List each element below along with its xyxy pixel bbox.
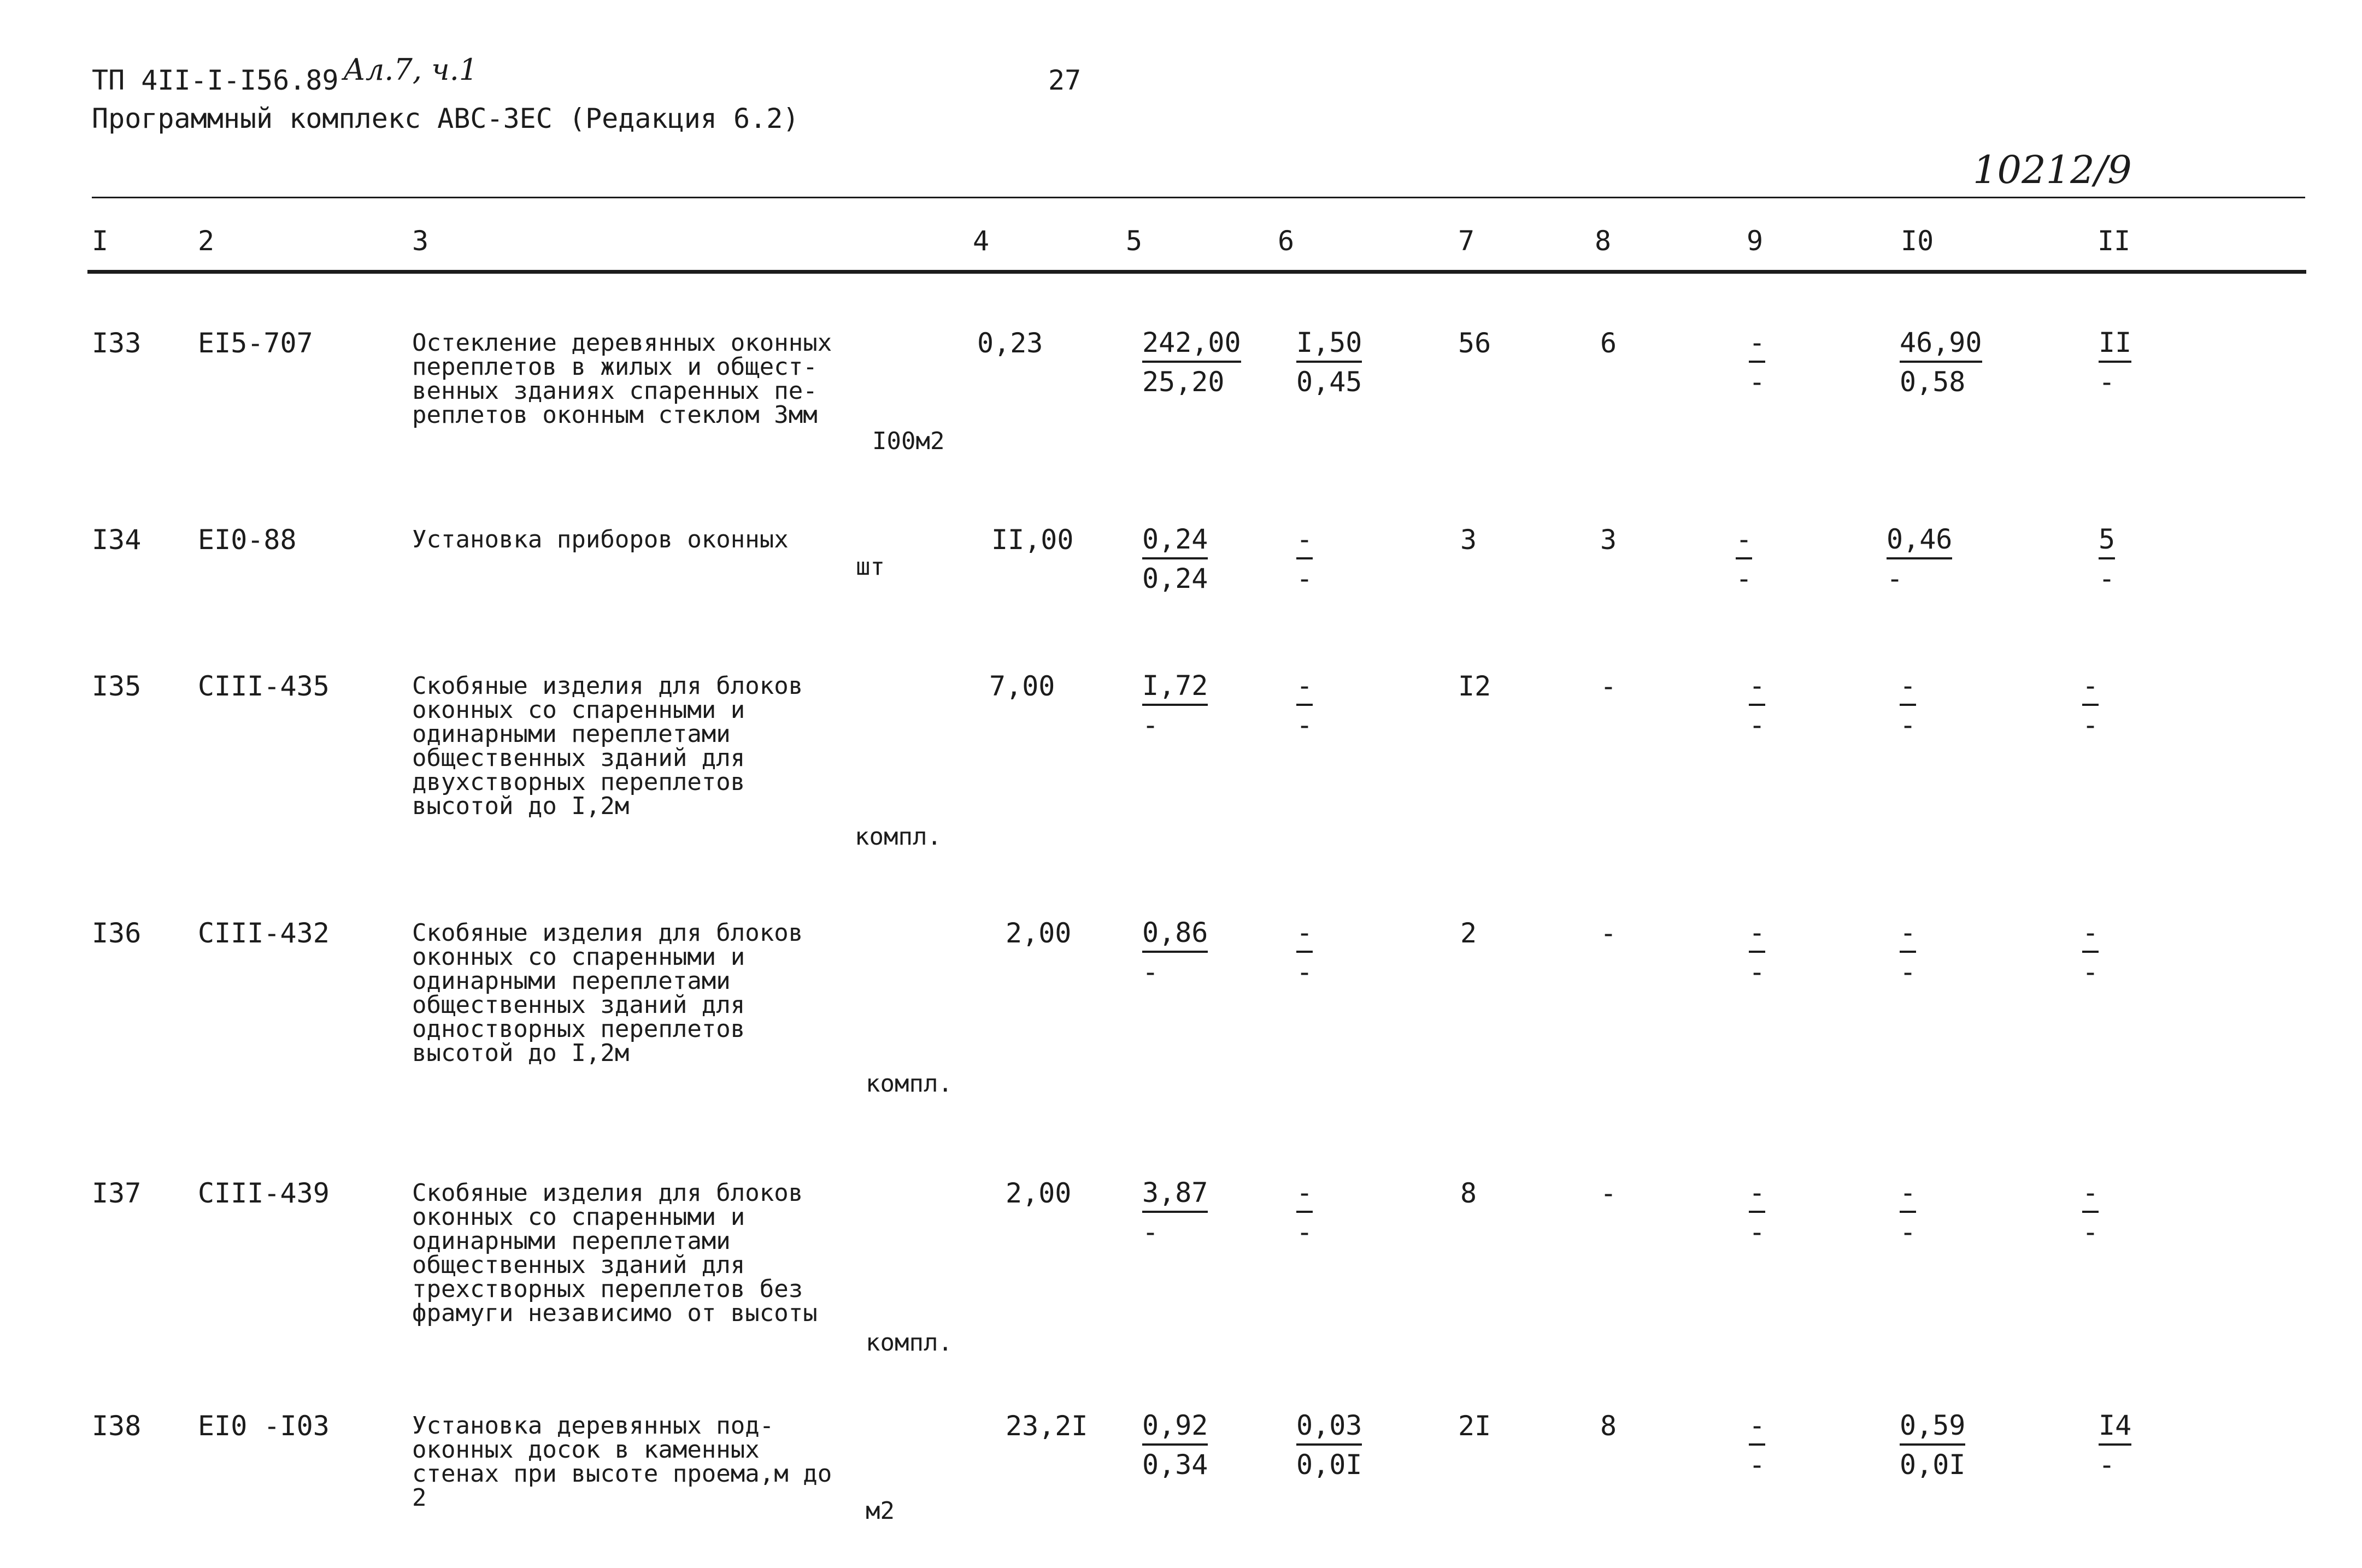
col6-top: - [1296,669,1313,706]
row-description: Скобяные изделия для блоков оконных со спаренными и одинарными переплетами общественных зданий для трехстворных переплетов без фрамуги независимо от высоты [412,1179,818,1327]
col7-value: 8 [1460,1177,1477,1209]
col5-value [1142,916,1208,989]
col9-bottom: - [1749,956,1766,988]
col9-value [1749,1176,1765,1249]
col6-top: 0,03 [1296,1408,1362,1446]
col8-value: - [1600,670,1617,702]
row-code: CIII-432 [198,917,330,949]
col-header-7: 7 [1458,225,1475,257]
col11-value [2099,1408,2131,1482]
row-number: I38 [92,1410,142,1442]
col6-bottom: - [1296,956,1313,988]
col7-value: 56 [1458,327,1491,359]
page-number: 27 [1048,64,1082,96]
col10-value [1900,916,1916,989]
col11-bottom: - [2099,1449,2116,1481]
col9-top: - [1749,916,1765,953]
col5-top: 0,92 [1142,1408,1208,1446]
col5-top: I,72 [1142,669,1208,706]
program-title: Программный комплекс АВС-3ЕС (Редакция 6.2) [92,103,800,134]
row-description: Скобяные изделия для блоков оконных со спаренными и одинарными переплетами общественных зданий для двухстворных переплетов высотой до I,2м [412,672,803,820]
col6-value [1296,1408,1362,1482]
row-unit: м2 [866,1497,895,1525]
col11-value [2082,1176,2099,1249]
col11-top: - [2082,916,2099,953]
col-header-2: 2 [198,225,215,257]
col10-value [1900,1176,1916,1249]
col9-bottom: - [1749,1449,1766,1481]
col9-top: - [1749,1176,1765,1213]
col8-value: 6 [1600,327,1617,359]
row-unit: компл. [866,1329,953,1357]
col8-value: - [1600,917,1617,949]
col-header-5: 5 [1126,225,1143,257]
col5-value [1142,326,1241,399]
row-description: Остекление деревянных оконных переплетов в жилых и общест-венных зданиях спаренных пе-реплетов оконным стеклом 3мм [412,329,832,429]
col9-bottom: - [1749,366,1766,398]
col11-bottom: - [2082,1216,2099,1248]
col10-bottom: - [1900,956,1917,988]
row-number: I33 [92,327,142,359]
col-header-11: II [2097,225,2131,257]
col6-value [1296,916,1313,989]
col5-bottom: - [1142,1216,1159,1248]
col9-bottom: - [1736,563,1753,594]
col10-top: 0,59 [1900,1408,1965,1446]
col11-value [2082,916,2099,989]
col-header-10: I0 [1901,225,1934,257]
col7-value: 2I [1458,1410,1491,1442]
row-unit: I00м2 [872,427,945,455]
row-number: I36 [92,917,142,949]
row-code: EI0 -I03 [198,1410,330,1442]
col11-top: 5 [2099,522,2115,559]
row-code: CIII-435 [198,670,330,702]
doc-code: ТП 4II-I-I56.89 [92,64,339,96]
col6-value [1296,326,1362,399]
col8-value: - [1600,1177,1617,1209]
col5-top: 0,86 [1142,916,1208,953]
col-header-3: 3 [412,225,429,257]
col5-top: 242,00 [1142,326,1241,363]
col10-top: - [1900,1176,1916,1213]
col10-value [1900,326,1982,399]
col9-value [1749,669,1765,742]
col9-top: - [1736,522,1752,559]
col6-top: - [1296,522,1313,559]
col6-value [1296,669,1313,742]
col6-bottom: - [1296,563,1313,594]
col11-value [2099,326,2131,399]
col5-value [1142,669,1208,742]
row-code: EI0-88 [198,524,297,556]
col10-bottom: - [1900,709,1917,741]
col11-value [2082,669,2099,742]
col11-top: II [2099,326,2131,363]
col-header-1: I [92,225,109,257]
row-number: I35 [92,670,142,702]
col6-value [1296,522,1313,596]
col7-value: I2 [1458,670,1491,702]
col10-value [1900,1408,1965,1482]
col10-bottom: 0,58 [1900,366,1966,398]
col5-bottom: 25,20 [1142,366,1225,398]
row-quantity: 23,2I [1006,1410,1088,1442]
col8-value: 3 [1600,524,1617,556]
stamp-number: 10212/9 [1973,148,2132,192]
col11-bottom: - [2099,563,2116,594]
col9-bottom: - [1749,709,1766,741]
col11-bottom: - [2082,709,2099,741]
top-rule [92,197,2305,198]
col6-bottom: 0,45 [1296,366,1362,398]
row-description: Скобяные изделия для блоков оконных со спаренными и одинарными переплетами общественных зданий для одностворных переплетов высотой до I,2м [412,919,803,1067]
col7-value: 3 [1460,524,1477,556]
col9-top: - [1749,326,1765,363]
col9-value [1736,522,1752,596]
col9-bottom: - [1749,1216,1766,1248]
col10-top: - [1900,669,1916,706]
row-description: Установка деревянных под-оконных досок в каменных стенах при высоте проема,м до 2 [412,1412,832,1512]
col5-top: 0,24 [1142,522,1208,559]
row-quantity: 2,00 [1006,1177,1072,1209]
row-quantity: 2,00 [1006,917,1072,949]
col5-value [1142,1408,1208,1482]
row-quantity: II,00 [991,524,1074,556]
col5-bottom: - [1142,956,1159,988]
col9-value [1749,916,1765,989]
col5-bottom: 0,24 [1142,563,1208,594]
col5-bottom: - [1142,709,1159,741]
col9-value [1749,1408,1765,1482]
col7-value: 2 [1460,917,1477,949]
row-code: CIII-439 [198,1177,330,1209]
row-unit: компл. [855,823,942,851]
col6-bottom: - [1296,709,1313,741]
col-header-8: 8 [1595,225,1612,257]
col5-value [1142,522,1208,596]
row-quantity: 0,23 [977,327,1043,359]
row-description: Установка приборов оконных [412,526,789,553]
col10-bottom: - [1900,1216,1917,1248]
col5-value [1142,1176,1208,1249]
col9-value [1749,326,1765,399]
col9-top: - [1749,1408,1765,1446]
col-header-9: 9 [1747,225,1764,257]
col11-top: - [2082,669,2099,706]
row-number: I34 [92,524,142,556]
row-number: I37 [92,1177,142,1209]
col-header-4: 4 [973,225,990,257]
row-quantity: 7,00 [989,670,1055,702]
col-header-6: 6 [1278,225,1295,257]
col5-bottom: 0,34 [1142,1449,1208,1481]
col6-top: - [1296,1176,1313,1213]
col10-bottom: - [1887,563,1903,594]
col11-bottom: - [2082,956,2099,988]
col10-top: 0,46 [1887,522,1952,559]
col11-top: I4 [2099,1408,2131,1446]
col10-value [1900,669,1916,742]
row-code: EI5-707 [198,327,313,359]
col11-top: - [2082,1176,2099,1213]
row-unit: компл. [866,1070,953,1098]
col10-value [1887,522,1952,596]
col6-value [1296,1176,1313,1249]
col10-top: - [1900,916,1916,953]
header-bottom-rule [87,270,2306,274]
col11-bottom: - [2099,366,2116,398]
col9-top: - [1749,669,1765,706]
col6-top: - [1296,916,1313,953]
col10-top: 46,90 [1900,326,1982,363]
col8-value: 8 [1600,1410,1617,1442]
col10-bottom: 0,0I [1900,1449,1966,1481]
col6-top: I,50 [1296,326,1362,363]
col5-top: 3,87 [1142,1176,1208,1213]
col6-bottom: 0,0I [1296,1449,1362,1481]
row-unit: шт [856,553,885,581]
handwritten-note: Ал.7, ч.1 [343,52,478,87]
col6-bottom: - [1296,1216,1313,1248]
col11-value [2099,522,2115,596]
